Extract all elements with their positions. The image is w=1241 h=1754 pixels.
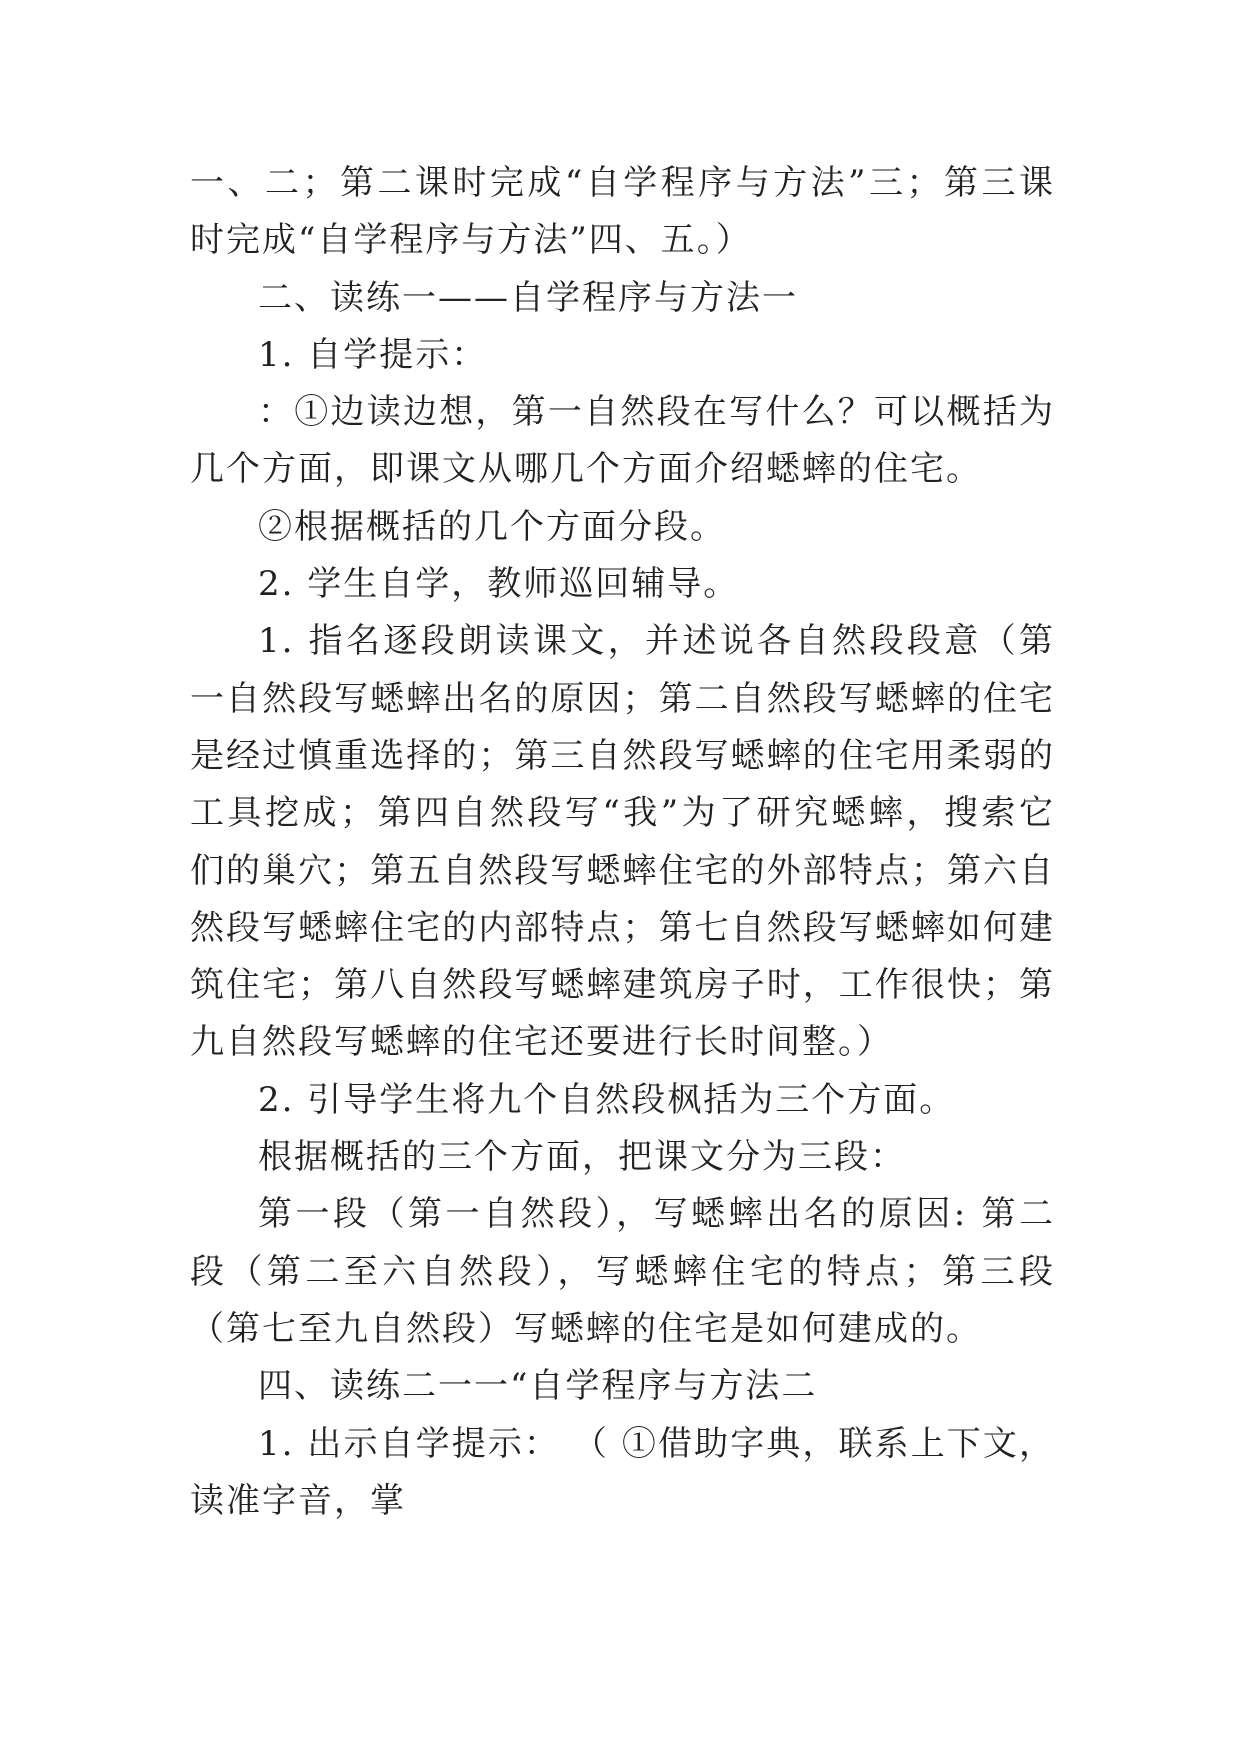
paragraph-8: 2. 引导学生将九个自然段枫括为三个方面。 [258, 1079, 956, 1120]
paragraph-9: 根据概括的三个方面，把课文分为三段： [258, 1137, 906, 1178]
document-body [190, 155, 1055, 1530]
paragraph-2-section-heading: 二、读练一——自学程序与方法一 [258, 277, 798, 318]
paragraph-3: 1. 自学提示： [258, 334, 488, 375]
paragraph-10: 第一段（第一自然段），写蟋蟀出名的原因: 第二段（第二至六自然段），写蟋蟀住宅的特点；第三段（第七至九自然段）写蟋蟀的住宅是如何建成的。 [190, 1194, 1055, 1349]
paragraph-6: 2. 学生自学，教师巡回辅导。 [258, 564, 740, 605]
paragraph-4: ：①边读边想，第一自然段在写什么？可以概括为几个方面，即课文从哪几个方面介绍蟋蟀的住宅。 [190, 392, 1055, 490]
paragraph-5: ②根据概括的几个方面分段。 [258, 506, 726, 547]
paragraph-12: 1. 出示自学提示： （ ①借助字典，联系上下文，读准字音，掌 [190, 1423, 1055, 1521]
paragraph-7: 1. 指名逐段朗读课文，并述说各自然段段意（第一自然段写蟋蟀出名的原因；第二自然段写蟋蟀的住宅是经过慎重选择的；第三自然段写蟋蟀的住宅用柔弱的工具挖成；第四自然段写“我”为了研究蟋蟀，搜索它们的巢穴；第五自然段写蟋蟀住宅的外部特点；第六自然段写蟋蟀住宅的内部特点；第七自然段写蟋蟀如何建筑住宅；第八自然段写蟋蟀建筑房子时，工作很快；第九自然段写蟋蟀的住宅还要进行长时间整。） [190, 621, 1055, 1063]
paragraph-11-section-heading: 四、读练二一一“自学程序与方法二 [258, 1366, 818, 1407]
paragraph-1: 一、二；第二课时完成“自学程序与方法”三；第三课时完成“自学程序与方法”四、五。） [190, 163, 1055, 261]
